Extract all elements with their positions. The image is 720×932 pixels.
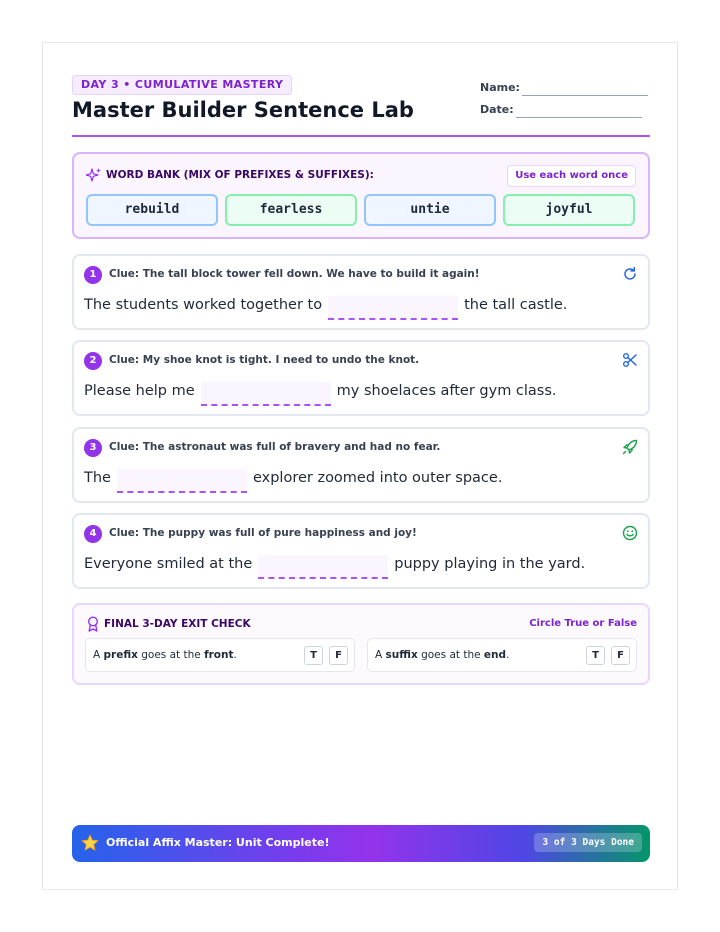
page-title: Master Builder Sentence Lab [72, 98, 414, 122]
completion-banner [72, 825, 650, 862]
date-field[interactable] [516, 117, 642, 118]
answer-blank[interactable] [328, 296, 458, 320]
refresh-icon [622, 266, 638, 282]
clue-number: 2 [84, 352, 102, 370]
exit-check [72, 603, 650, 685]
statement-keyword: front [204, 649, 234, 661]
exit-check-note: Circle True or False [529, 618, 637, 629]
false-option[interactable]: F [611, 646, 630, 665]
rocket-icon [622, 439, 638, 455]
word-bank-note: Use each word once [507, 165, 636, 187]
statement-part: goes at the [137, 649, 205, 661]
clue-card-3 [72, 427, 650, 503]
clue-card-4 [72, 513, 650, 589]
statement-part: . [506, 649, 510, 661]
statement-keyword: end [483, 649, 507, 661]
sentence-start: The [84, 470, 111, 486]
header-divider [72, 135, 650, 137]
completion-text: Official Affix Master: Unit Complete! [106, 836, 330, 849]
exit-check-title: FINAL 3-DAY EXIT CHECK [104, 618, 251, 630]
clue-number: 4 [84, 525, 102, 543]
clue-text: Clue: My shoe knot is tight. I need to undo the knot. [109, 354, 420, 366]
true-option[interactable]: T [304, 646, 323, 665]
day-badge: DAY 3 • CUMULATIVE MASTERY [72, 75, 292, 95]
sentence [84, 466, 502, 490]
sentence-end: the tall castle. [464, 297, 568, 313]
progress-badge: 3 of 3 Days Done [534, 833, 642, 852]
word-chip-untie[interactable]: untie [364, 194, 496, 226]
worksheet-page [42, 42, 678, 890]
clue-card-2 [72, 340, 650, 416]
sentence-end: my shoelaces after gym class. [336, 383, 557, 399]
clue-text: Clue: The astronaut was full of bravery and had no fear. [109, 441, 441, 453]
sentence [84, 293, 567, 317]
star-icon [81, 834, 99, 852]
clue-text: Clue: The tall block tower fell down. We have to build it again! [109, 268, 480, 280]
answer-blank[interactable] [117, 469, 247, 493]
true-option[interactable]: T [586, 646, 605, 665]
word-chip-joyful[interactable]: joyful [503, 194, 635, 226]
award-icon [86, 616, 100, 632]
answer-blank[interactable] [201, 382, 331, 406]
scissors-icon [622, 352, 638, 368]
word-chip-rebuild[interactable]: rebuild [86, 194, 218, 226]
statement-part: . [233, 649, 237, 661]
statement-text [93, 649, 237, 661]
sentence [84, 379, 557, 403]
word-bank-title: WORD BANK (MIX OF PREFIXES & SUFFIXES): [106, 169, 374, 181]
word-bank [72, 152, 650, 239]
statement-keyword: suffix [385, 649, 418, 661]
sentence-start: Everyone smiled at the [84, 556, 253, 572]
statement-part: A [375, 649, 386, 661]
clue-text: Clue: The puppy was full of pure happiness and joy! [109, 527, 417, 539]
sentence-end: puppy playing in the yard. [394, 556, 586, 572]
clue-number: 1 [84, 266, 102, 284]
word-chip-fearless[interactable]: fearless [225, 194, 357, 226]
smile-icon [622, 525, 638, 541]
sentence-start: Please help me [84, 383, 195, 399]
statement-text [375, 649, 509, 661]
sparkle-icon [86, 167, 102, 183]
answer-blank[interactable] [258, 555, 388, 579]
clue-number: 3 [84, 439, 102, 457]
true-false-statement-1 [85, 638, 355, 672]
false-option[interactable]: F [329, 646, 348, 665]
true-false-statement-2 [367, 638, 637, 672]
statement-keyword: prefix [103, 649, 138, 661]
sentence-end: explorer zoomed into outer space. [252, 470, 503, 486]
name-field[interactable] [522, 95, 648, 96]
date-label: Date: [480, 103, 514, 116]
statement-part: goes at the [417, 649, 484, 661]
sentence [84, 552, 585, 576]
statement-part: A [93, 649, 104, 661]
clue-card-1 [72, 254, 650, 330]
sentence-start: The students worked together to [84, 297, 323, 313]
name-label: Name: [480, 81, 520, 94]
